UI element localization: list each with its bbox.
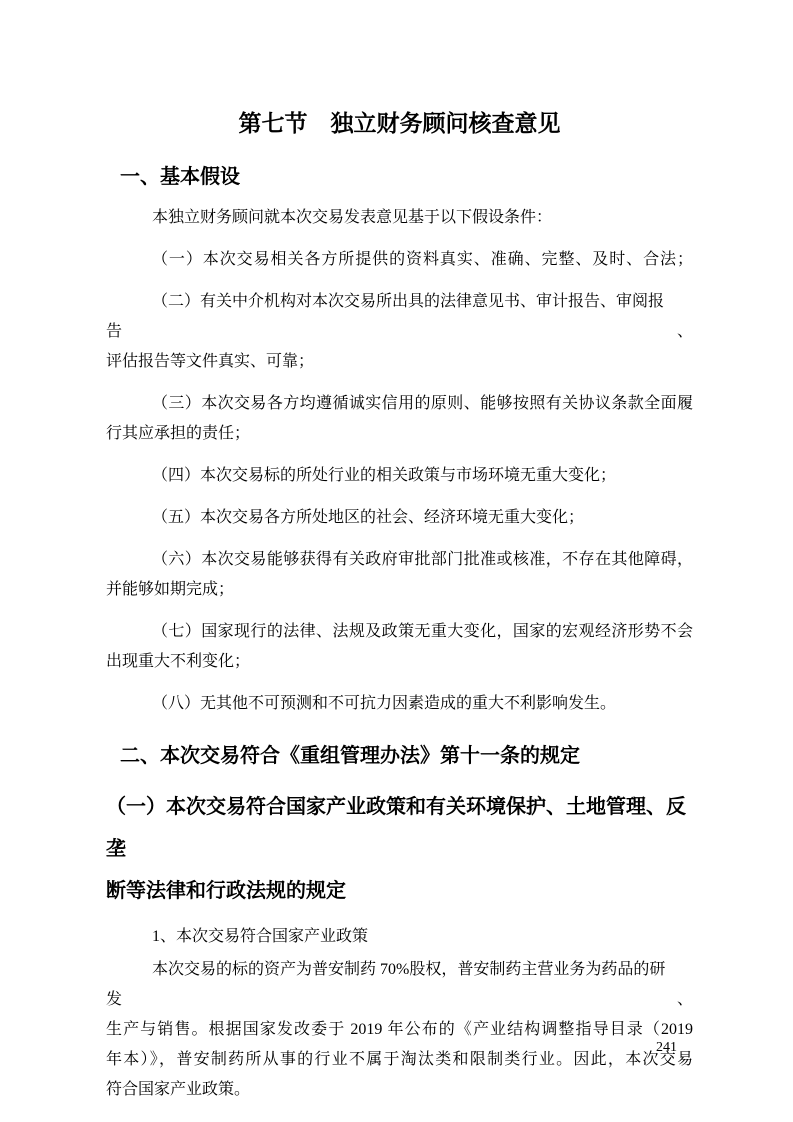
- text-line: 第七节 独立财务顾问核查意见: [238, 110, 561, 136]
- text-line: 评估报告等文件真实、可靠；: [106, 353, 315, 370]
- section-heading: [120, 741, 693, 771]
- text-line: 生产与销售。根据国家发改委于 2019 年公布的《产业结构调整指导目录（2019: [106, 1021, 693, 1038]
- text-line: （八）无其他不可预测和不可抗力因素造成的重大不利影响发生。: [152, 695, 617, 712]
- text-line: 本独立财务顾问就本次交易发表意见基于以下假设条件：: [152, 209, 553, 226]
- text-line: （三）本次交易各方均遵循诚实信用的原则、能够按照有关协议条款全面履: [152, 395, 693, 412]
- text-line: 一、基本假设: [120, 166, 240, 188]
- text-line: （四）本次交易标的所处行业的相关政策与市场环境无重大变化；: [152, 467, 617, 484]
- text-line: （五）本次交易各方所处地区的社会、经济环境无重大变化；: [152, 509, 585, 526]
- paragraph: [106, 689, 693, 719]
- text-line: 年本）》，普安制药所从事的行业不属于淘汰类和限制类行业。因此，本次交易: [106, 1051, 693, 1068]
- text-line: 符合国家产业政策。: [106, 1081, 251, 1098]
- text-line: 本次交易的标的资产为普安制药 70%股权，普安制药主营业务为药品的研发、: [106, 961, 693, 1008]
- paragraph: [106, 203, 693, 233]
- document-title: [106, 107, 693, 139]
- text-line: 1、本次交易符合国家产业政策: [152, 928, 369, 945]
- text-line: 二、本次交易符合《重组管理办法》第十一条的规定: [120, 745, 580, 767]
- sub-item-heading: [106, 922, 693, 952]
- paragraph: [106, 545, 693, 605]
- text-line: 并能够如期完成；: [106, 581, 235, 598]
- document-content: [106, 107, 693, 1117]
- page-number: 241: [656, 1040, 677, 1055]
- paragraph: [106, 287, 693, 377]
- text-line: （二）有关中介机构对本次交易所出具的法律意见书、审计报告、审阅报告、: [106, 293, 693, 340]
- paragraph: [106, 245, 693, 275]
- text-line: 行其应承担的责任；: [106, 425, 251, 442]
- paragraph: [106, 461, 693, 491]
- section-heading: [120, 162, 693, 192]
- text-line: （一）本次交易符合国家产业政策和有关环境保护、土地管理、反垄: [106, 796, 686, 860]
- paragraph: [106, 389, 693, 449]
- text-line: （一）本次交易相关各方所提供的资料真实、准确、完整、及时、合法；: [152, 251, 693, 268]
- text-line: 断等法律和行政法规的规定: [106, 880, 346, 902]
- paragraph: [106, 503, 693, 533]
- paragraph: [106, 955, 693, 1105]
- subsection-heading: [106, 786, 693, 912]
- text-line: （七）国家现行的法律、法规及政策无重大变化，国家的宏观经济形势不会: [152, 623, 693, 640]
- paragraph: [106, 617, 693, 677]
- text-line: 出现重大不利变化；: [106, 653, 251, 670]
- text-line: （六）本次交易能够获得有关政府审批部门批准或核准，不存在其他障碍，: [152, 551, 693, 568]
